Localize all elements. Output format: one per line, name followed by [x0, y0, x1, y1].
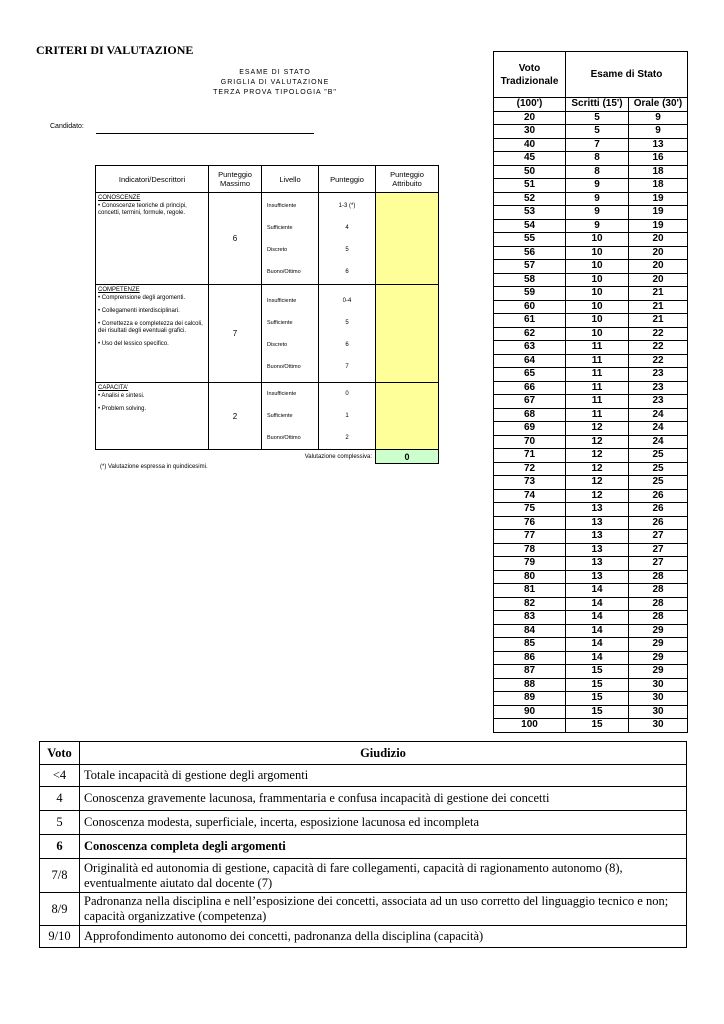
level-label: Discreto — [267, 341, 288, 348]
giudizio-row — [40, 926, 687, 948]
giudizio-text: Originalità ed autonomia di gestione, capacità di fare collegamenti, capacità di ragionamento autonomo (8), eventualmente aiutato dal docente (7) — [80, 859, 687, 893]
votes-cell: 28 — [629, 597, 688, 611]
points-value: 0 — [345, 391, 349, 397]
votes-cell: 24 — [629, 408, 688, 422]
votes-cell: 68 — [494, 408, 566, 422]
level-label: Buono/Ottimo — [267, 363, 301, 370]
grid-header-cell: Punteggio Massimo — [209, 166, 262, 193]
votes-row — [494, 273, 688, 287]
votes-cell: 24 — [629, 435, 688, 449]
section-max: 6 — [209, 193, 262, 285]
section-points — [319, 193, 376, 285]
level-label: Buono/Ottimo — [267, 268, 301, 275]
votes-cell: 10 — [566, 273, 629, 287]
votes-row — [494, 314, 688, 328]
section-points — [319, 383, 376, 450]
votes-row — [494, 206, 688, 220]
giudizio-text: Conoscenza completa degli argomenti — [80, 835, 687, 859]
votes-subheader: Orale (30') — [629, 98, 688, 112]
blank-cell — [96, 450, 209, 464]
section-item: • Uso del lessico specifico. — [98, 341, 169, 347]
votes-row — [494, 395, 688, 409]
votes-row — [494, 651, 688, 665]
giudizio-row — [40, 787, 687, 811]
votes-cell: 8 — [566, 165, 629, 179]
votes-cell: 13 — [566, 543, 629, 557]
votes-cell: 20 — [494, 111, 566, 125]
evaluation-grid — [95, 165, 439, 464]
votes-row — [494, 557, 688, 571]
total-score: 0 — [376, 450, 439, 464]
votes-cell: 22 — [629, 354, 688, 368]
points-value: 4 — [345, 224, 349, 231]
votes-subheader-row — [494, 98, 688, 112]
section-levels — [262, 193, 319, 285]
votes-row — [494, 233, 688, 247]
grid-header-cell: Punteggio — [319, 166, 376, 193]
level-label: Discreto — [267, 246, 288, 253]
votes-cell: 7 — [566, 138, 629, 152]
votes-header-left: Voto Tradizionale — [494, 52, 566, 98]
attributed-score-field[interactable] — [376, 383, 439, 450]
votes-row — [494, 246, 688, 260]
votes-cell: 59 — [494, 287, 566, 301]
points-value: 7 — [345, 363, 349, 370]
votes-cell: 14 — [566, 638, 629, 652]
votes-row — [494, 179, 688, 193]
votes-cell: 27 — [629, 543, 688, 557]
votes-row — [494, 341, 688, 355]
votes-cell: 100 — [494, 719, 566, 733]
exam-header-line: TERZA PROVA TIPOLOGIA "B" — [213, 89, 337, 96]
votes-header-right: Esame di Stato — [566, 52, 688, 98]
votes-cell: 86 — [494, 651, 566, 665]
votes-cell: 19 — [629, 219, 688, 233]
votes-cell: 26 — [629, 516, 688, 530]
votes-cell: 19 — [629, 206, 688, 220]
points-value: 0-4 — [342, 297, 352, 304]
votes-row — [494, 408, 688, 422]
section-item: • Conoscenze teoriche di principi, concetti, termini, formule, regole. — [98, 203, 187, 216]
votes-cell: 21 — [629, 300, 688, 314]
votes-cell: 10 — [566, 246, 629, 260]
votes-cell: 61 — [494, 314, 566, 328]
votes-row — [494, 354, 688, 368]
giudizio-row — [40, 859, 687, 893]
exam-header-line: ESAME DI STATO — [239, 69, 311, 76]
level-label: Insufficiente — [267, 202, 297, 209]
votes-cell: 79 — [494, 557, 566, 571]
giudizio-voto: 9/10 — [40, 926, 80, 948]
giudizio-row — [40, 835, 687, 859]
votes-cell: 51 — [494, 179, 566, 193]
votes-cell: 10 — [566, 314, 629, 328]
giudizio-header-voto: Voto — [40, 742, 80, 765]
votes-cell: 23 — [629, 381, 688, 395]
giudizio-voto: <4 — [40, 765, 80, 787]
giudizio-text: Totale incapacità di gestione degli argomenti — [80, 765, 687, 787]
section-max: 2 — [209, 383, 262, 450]
giudizio-voto: 8/9 — [40, 893, 80, 926]
grid-header-cell: Livello — [262, 166, 319, 193]
votes-cell: 29 — [629, 651, 688, 665]
level-label: Sufficiente — [267, 319, 293, 326]
votes-cell: 12 — [566, 462, 629, 476]
votes-cell: 67 — [494, 395, 566, 409]
votes-header-row — [494, 52, 688, 98]
section-max: 7 — [209, 285, 262, 383]
votes-cell: 28 — [629, 611, 688, 625]
points-value: 2 — [345, 435, 349, 441]
votes-row — [494, 692, 688, 706]
votes-cell: 64 — [494, 354, 566, 368]
grid-total-row — [96, 450, 439, 464]
giudizio-text: Padronanza nella disciplina e nell’esposizione dei concetti, associata ad un uso corretto del linguaggio tecnico e non; capacità organizzative (competenza) — [80, 893, 687, 926]
votes-cell: 25 — [629, 462, 688, 476]
votes-cell: 20 — [629, 246, 688, 260]
points-value: 5 — [345, 246, 349, 253]
exam-header-line: GRIGLIA DI VALUTAZIONE — [220, 79, 330, 86]
votes-cell: 15 — [566, 678, 629, 692]
votes-cell: 21 — [629, 314, 688, 328]
votes-row — [494, 138, 688, 152]
votes-cell: 25 — [629, 476, 688, 490]
votes-cell: 14 — [566, 584, 629, 598]
votes-row — [494, 543, 688, 557]
votes-cell: 58 — [494, 273, 566, 287]
votes-row — [494, 219, 688, 233]
votes-cell: 11 — [566, 341, 629, 355]
points-value: 1-3 (*) — [338, 202, 356, 209]
votes-row — [494, 449, 688, 463]
votes-cell: 15 — [566, 719, 629, 733]
votes-row — [494, 368, 688, 382]
votes-cell: 11 — [566, 381, 629, 395]
votes-cell: 13 — [566, 530, 629, 544]
votes-row — [494, 192, 688, 206]
votes-cell: 15 — [566, 692, 629, 706]
votes-cell: 20 — [629, 273, 688, 287]
votes-cell: 12 — [566, 435, 629, 449]
votes-row — [494, 638, 688, 652]
votes-cell: 11 — [566, 368, 629, 382]
votes-row — [494, 125, 688, 139]
exam-header — [180, 68, 370, 98]
votes-cell: 30 — [629, 719, 688, 733]
votes-cell: 14 — [566, 624, 629, 638]
votes-cell: 13 — [566, 516, 629, 530]
votes-cell: 30 — [629, 705, 688, 719]
votes-cell: 16 — [629, 152, 688, 166]
votes-cell: 74 — [494, 489, 566, 503]
votes-row — [494, 381, 688, 395]
votes-row — [494, 300, 688, 314]
section-item: • Comprensione degli argomenti. — [98, 295, 186, 301]
total-label: Valutazione complessiva: — [209, 450, 376, 464]
votes-cell: 19 — [629, 192, 688, 206]
votes-cell: 50 — [494, 165, 566, 179]
votes-cell: 25 — [629, 449, 688, 463]
section-points — [319, 285, 376, 383]
giudizio-text: Conoscenza modesta, superficiale, incerta, esposizione lacunosa ed incompleta — [80, 811, 687, 835]
votes-row — [494, 503, 688, 517]
votes-cell: 29 — [629, 624, 688, 638]
giudizio-body — [40, 765, 687, 948]
votes-row — [494, 516, 688, 530]
section-levels — [262, 285, 319, 383]
level-label: Insufficiente — [267, 391, 297, 397]
points-value: 6 — [345, 268, 349, 275]
votes-cell: 9 — [566, 219, 629, 233]
votes-cell: 9 — [629, 111, 688, 125]
votes-cell: 11 — [566, 408, 629, 422]
grid-section-row — [96, 193, 439, 285]
votes-cell: 81 — [494, 584, 566, 598]
giudizio-header-text: Giudizio — [80, 742, 687, 765]
votes-cell: 23 — [629, 368, 688, 382]
giudizio-row — [40, 893, 687, 926]
votes-cell: 14 — [566, 651, 629, 665]
votes-cell: 26 — [629, 489, 688, 503]
votes-cell: 9 — [566, 206, 629, 220]
votes-cell: 76 — [494, 516, 566, 530]
votes-cell: 21 — [629, 287, 688, 301]
votes-cell: 20 — [629, 233, 688, 247]
votes-cell: 10 — [566, 300, 629, 314]
votes-cell: 30 — [629, 692, 688, 706]
level-label: Sufficiente — [267, 224, 293, 231]
votes-row — [494, 624, 688, 638]
votes-cell: 10 — [566, 233, 629, 247]
section-heading: COMPETENZE — [98, 287, 140, 293]
votes-row — [494, 678, 688, 692]
giudizio-voto: 5 — [40, 811, 80, 835]
votes-cell: 27 — [629, 557, 688, 571]
votes-cell: 13 — [566, 503, 629, 517]
votes-cell: 89 — [494, 692, 566, 706]
votes-cell: 10 — [566, 327, 629, 341]
votes-cell: 65 — [494, 368, 566, 382]
grid-section-row — [96, 285, 439, 383]
votes-cell: 71 — [494, 449, 566, 463]
votes-cell: 8 — [566, 152, 629, 166]
votes-cell: 62 — [494, 327, 566, 341]
votes-row — [494, 435, 688, 449]
section-descriptors — [96, 383, 209, 450]
votes-row — [494, 260, 688, 274]
votes-cell: 56 — [494, 246, 566, 260]
votes-cell: 29 — [629, 638, 688, 652]
votes-cell: 12 — [566, 476, 629, 490]
section-descriptors — [96, 193, 209, 285]
attributed-score-field[interactable] — [376, 285, 439, 383]
giudizio-header-row — [40, 742, 687, 765]
votes-cell: 72 — [494, 462, 566, 476]
votes-row — [494, 719, 688, 733]
votes-cell: 52 — [494, 192, 566, 206]
votes-cell: 9 — [566, 179, 629, 193]
votes-cell: 10 — [566, 260, 629, 274]
votes-cell: 12 — [566, 422, 629, 436]
votes-cell: 87 — [494, 665, 566, 679]
votes-row — [494, 611, 688, 625]
votes-cell: 5 — [566, 111, 629, 125]
points-value: 5 — [345, 319, 349, 326]
votes-subheader: Scritti (15') — [566, 98, 629, 112]
giudizio-row — [40, 811, 687, 835]
votes-cell: 54 — [494, 219, 566, 233]
votes-cell: 12 — [566, 449, 629, 463]
giudizio-text: Approfondimento autonomo dei concetti, padronanza della disciplina (capacità) — [80, 926, 687, 948]
level-label: Insufficiente — [267, 297, 297, 304]
votes-cell: 80 — [494, 570, 566, 584]
votes-cell: 22 — [629, 341, 688, 355]
giudizio-table — [39, 741, 687, 948]
giudizio-voto: 7/8 — [40, 859, 80, 893]
votes-cell: 40 — [494, 138, 566, 152]
votes-cell: 9 — [629, 125, 688, 139]
votes-row — [494, 705, 688, 719]
votes-cell: 70 — [494, 435, 566, 449]
votes-row — [494, 530, 688, 544]
votes-row — [494, 287, 688, 301]
votes-cell: 90 — [494, 705, 566, 719]
giudizio-voto: 4 — [40, 787, 80, 811]
votes-row — [494, 165, 688, 179]
votes-cell: 57 — [494, 260, 566, 274]
level-label: Sufficiente — [267, 413, 293, 419]
section-item: • Problem solving. — [98, 406, 147, 412]
votes-cell: 30 — [494, 125, 566, 139]
page-title: CRITERI DI VALUTAZIONE — [36, 43, 194, 57]
votes-row — [494, 584, 688, 598]
votes-cell: 69 — [494, 422, 566, 436]
votes-row — [494, 489, 688, 503]
section-descriptors — [96, 285, 209, 383]
votes-cell: 23 — [629, 395, 688, 409]
votes-row — [494, 570, 688, 584]
votes-cell: 28 — [629, 584, 688, 598]
votes-cell: 18 — [629, 179, 688, 193]
grid-header-cell: Indicatori/Descrittori — [96, 166, 209, 193]
votes-cell: 11 — [566, 354, 629, 368]
votes-cell: 12 — [566, 489, 629, 503]
votes-cell: 13 — [566, 557, 629, 571]
votes-cell: 10 — [566, 287, 629, 301]
votes-cell: 63 — [494, 341, 566, 355]
votes-row — [494, 597, 688, 611]
votes-cell: 75 — [494, 503, 566, 517]
votes-cell: 15 — [566, 705, 629, 719]
points-value: 1 — [345, 413, 349, 419]
votes-cell: 14 — [566, 611, 629, 625]
votes-cell: 73 — [494, 476, 566, 490]
votes-cell: 15 — [566, 665, 629, 679]
votes-cell: 84 — [494, 624, 566, 638]
votes-cell: 14 — [566, 597, 629, 611]
votes-cell: 24 — [629, 422, 688, 436]
votes-row — [494, 665, 688, 679]
votes-row — [494, 327, 688, 341]
votes-cell: 13 — [566, 570, 629, 584]
section-heading: CONOSCENZE — [98, 195, 141, 201]
giudizio-voto: 6 — [40, 835, 80, 859]
votes-cell: 53 — [494, 206, 566, 220]
grid-footnote: (*) Valutazione espressa in quindicesimi. — [100, 464, 208, 470]
grid-header-row — [96, 166, 439, 193]
section-item: • Collegamenti interdisciplinari. — [98, 308, 180, 314]
votes-cell: 5 — [566, 125, 629, 139]
votes-cell: 60 — [494, 300, 566, 314]
votes-cell: 28 — [629, 570, 688, 584]
votes-cell: 88 — [494, 678, 566, 692]
votes-cell: 77 — [494, 530, 566, 544]
votes-cell: 55 — [494, 233, 566, 247]
candidate-label: Candidato: — [50, 123, 84, 130]
votes-cell: 18 — [629, 165, 688, 179]
attributed-score-field[interactable] — [376, 193, 439, 285]
grid-header-cell: Punteggio Attribuito — [376, 166, 439, 193]
votes-cell: 9 — [566, 192, 629, 206]
votes-cell: 45 — [494, 152, 566, 166]
votes-cell: 27 — [629, 530, 688, 544]
section-heading: CAPACITA' — [98, 385, 129, 391]
votes-row — [494, 422, 688, 436]
votes-cell: 66 — [494, 381, 566, 395]
candidate-line — [96, 133, 314, 134]
giudizio-text: Conoscenza gravemente lacunosa, frammentaria e confusa incapacità di gestione dei concetti — [80, 787, 687, 811]
votes-cell: 22 — [629, 327, 688, 341]
votes-cell: 13 — [629, 138, 688, 152]
votes-cell: 85 — [494, 638, 566, 652]
votes-subheader: (100') — [494, 98, 566, 112]
votes-cell: 78 — [494, 543, 566, 557]
votes-cell: 29 — [629, 665, 688, 679]
level-label: Buono/Ottimo — [267, 435, 301, 441]
votes-table — [493, 51, 688, 733]
votes-row — [494, 111, 688, 125]
votes-row — [494, 152, 688, 166]
votes-row — [494, 462, 688, 476]
points-value: 6 — [345, 341, 349, 348]
votes-cell: 26 — [629, 503, 688, 517]
giudizio-row — [40, 765, 687, 787]
section-item: • Analisi e sintesi. — [98, 393, 145, 399]
section-levels — [262, 383, 319, 450]
votes-cell: 20 — [629, 260, 688, 274]
votes-body — [494, 111, 688, 732]
votes-row — [494, 476, 688, 490]
votes-cell: 82 — [494, 597, 566, 611]
votes-cell: 11 — [566, 395, 629, 409]
votes-cell: 30 — [629, 678, 688, 692]
grid-section-row — [96, 383, 439, 450]
section-item: • Correttezza e completezza dei calcoli, dei risultati degli eventuali grafici. — [98, 321, 203, 334]
votes-cell: 83 — [494, 611, 566, 625]
